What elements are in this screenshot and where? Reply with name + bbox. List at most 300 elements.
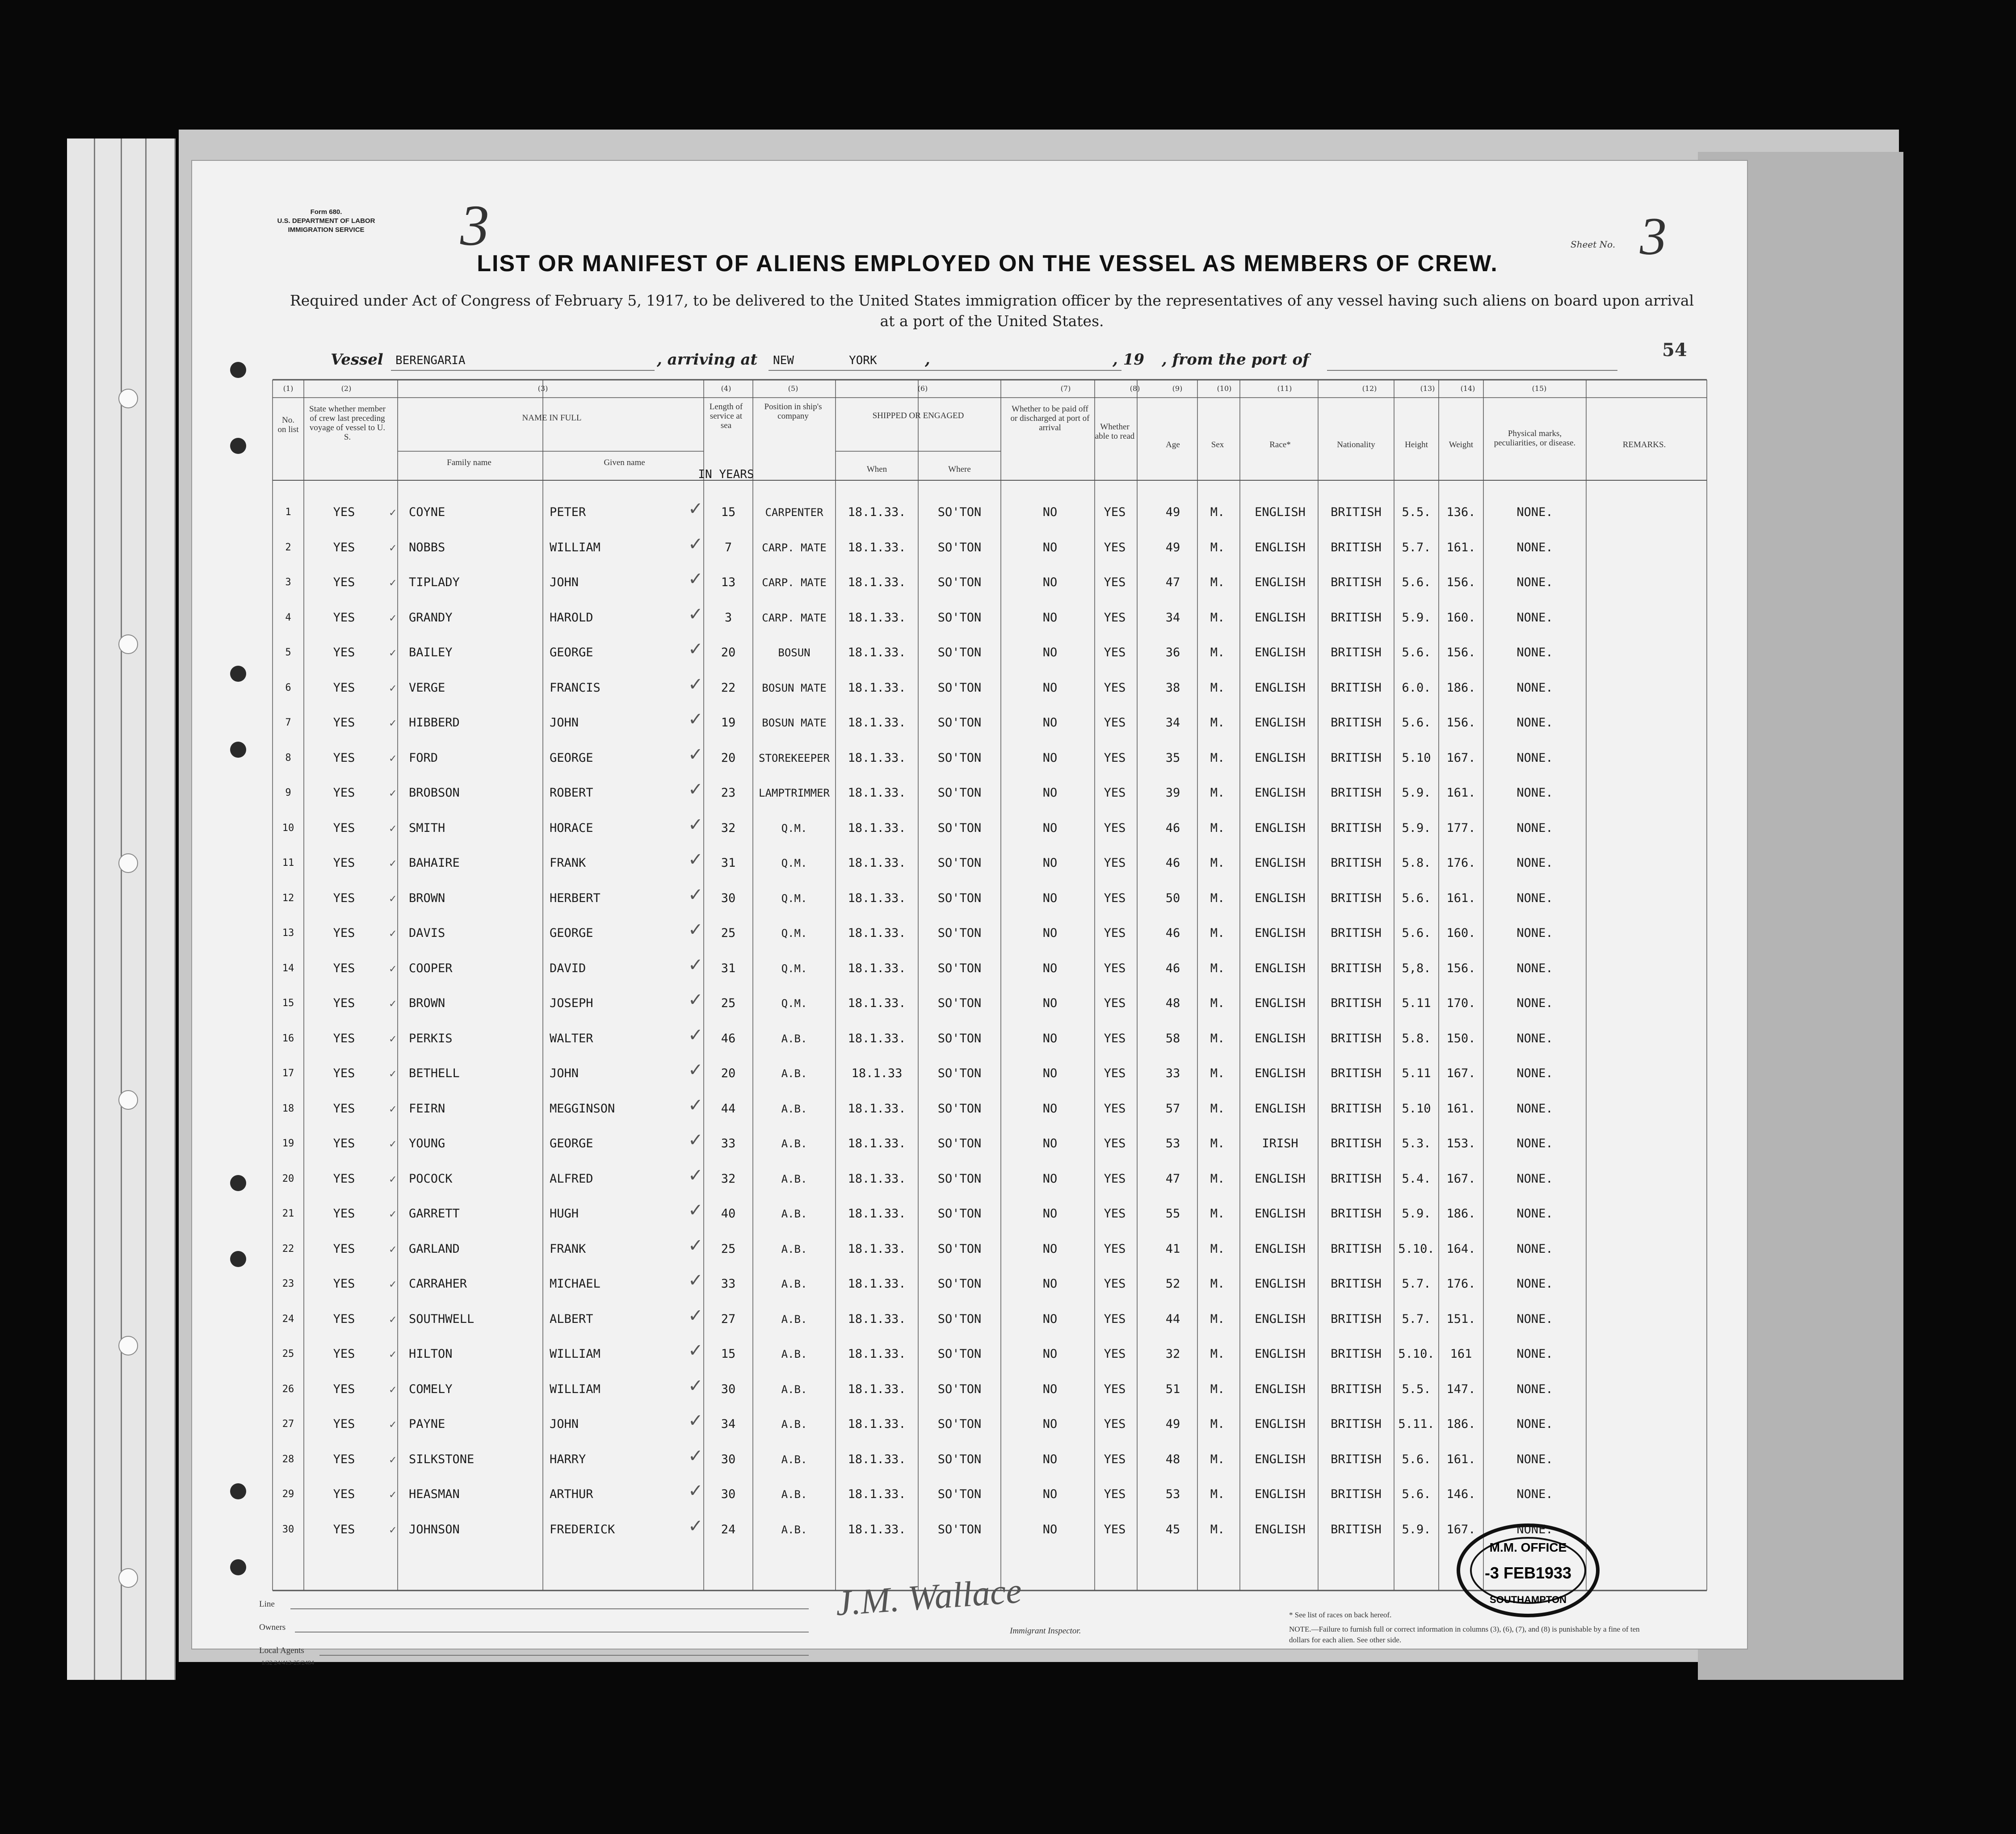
cell-marks: NONE.	[1516, 996, 1553, 1010]
col-num-8: (8)	[1130, 384, 1140, 393]
tick-icon: ✓	[389, 1490, 397, 1501]
office-stamp	[1457, 1523, 1600, 1617]
cell-weight: 146.	[1446, 1487, 1476, 1501]
date-underline	[934, 370, 1121, 371]
cell-weight: 167.	[1446, 1171, 1476, 1186]
cell-no: 29	[282, 1489, 294, 1500]
cell-paid: NO	[1042, 1312, 1058, 1326]
punch-hole	[230, 1175, 246, 1191]
checkmark-icon: ✓	[688, 919, 703, 940]
cell-marks: NONE.	[1516, 680, 1553, 695]
cell-years: 25	[721, 926, 736, 940]
cell-age: 47	[1165, 575, 1180, 589]
cell-given: FRANCIS	[550, 680, 601, 695]
cell-height: 5.6.	[1402, 926, 1431, 940]
cell-marks: NONE.	[1516, 1452, 1553, 1466]
cell-nationality: BRITISH	[1331, 1242, 1382, 1256]
cell-sex: M.	[1210, 716, 1225, 730]
cell-when: 18.1.33.	[848, 1137, 906, 1150]
header-physical-marks: Physical marks, peculiarities, or disease.	[1494, 429, 1576, 448]
cell-weight: 167.	[1446, 1066, 1476, 1080]
cell-family: VERGE	[409, 680, 445, 695]
cell-when: 18.1.33.	[848, 716, 906, 730]
strip-hole	[118, 389, 138, 408]
cell-where: SO'TON	[937, 716, 982, 730]
punch-hole	[230, 1483, 246, 1499]
checkmark-icon: ✓	[688, 1410, 703, 1431]
strip-line	[94, 138, 95, 1680]
cell-family: CARRAHER	[409, 1277, 467, 1291]
cell-paid: NO	[1042, 680, 1058, 695]
cell-position: BOSUN	[778, 646, 811, 659]
cell-race: ENGLISH	[1255, 961, 1306, 975]
cell-position: A.B.	[781, 1067, 807, 1080]
cell-family: GARLAND	[409, 1242, 460, 1256]
cell-given: ALFRED	[550, 1171, 593, 1186]
cell-no: 17	[282, 1068, 294, 1079]
cell-family: COYNE	[409, 505, 445, 519]
cell-nationality: BRITISH	[1331, 1347, 1382, 1361]
cell-age: 48	[1165, 1452, 1180, 1466]
cell-crew: YES	[333, 505, 355, 519]
header-length-of-service: Length of service at sea	[709, 402, 743, 430]
header-in-years: IN YEARS	[698, 468, 754, 481]
cell-when: 18.1.33.	[848, 610, 906, 625]
cell-read: YES	[1104, 1312, 1126, 1326]
cell-no: 18	[282, 1103, 294, 1114]
cell-race: ENGLISH	[1255, 1277, 1306, 1291]
cell-position: LAMPTRIMMER	[759, 787, 830, 799]
cell-family: BETHELL	[409, 1066, 460, 1080]
cell-sex: M.	[1210, 1312, 1225, 1326]
cell-no: 16	[282, 1032, 294, 1044]
cell-position: CARP. MATE	[762, 611, 827, 624]
cell-paid: NO	[1042, 856, 1058, 870]
cell-race: ENGLISH	[1255, 926, 1306, 940]
cell-when: 18.1.33.	[848, 786, 906, 800]
cell-age: 44	[1165, 1312, 1180, 1326]
checkmark-icon: ✓	[688, 639, 703, 659]
cell-given: GEORGE	[550, 751, 593, 765]
cell-given: JOHN	[550, 1066, 579, 1080]
cell-read: YES	[1104, 1101, 1126, 1116]
cell-race: ENGLISH	[1255, 1522, 1306, 1536]
cell-nationality: BRITISH	[1331, 1277, 1382, 1291]
cell-weight: 186.	[1446, 1207, 1476, 1221]
cell-marks: NONE.	[1516, 716, 1553, 730]
cell-read: YES	[1104, 1207, 1126, 1221]
cell-read: YES	[1104, 1417, 1126, 1431]
cell-paid: NO	[1042, 1487, 1058, 1501]
cell-sex: M.	[1210, 1171, 1225, 1186]
cell-given: GEORGE	[550, 646, 593, 659]
tick-icon: ✓	[389, 963, 397, 975]
cell-given: FRANK	[550, 856, 586, 870]
cell-height: 5.5.	[1402, 505, 1431, 519]
header-nationality: Nationality	[1337, 440, 1375, 449]
cell-years: 33	[721, 1277, 736, 1291]
cell-no: 1	[285, 507, 291, 518]
cell-when: 18.1.33.	[848, 1347, 906, 1361]
cell-height: 5.9.	[1402, 610, 1431, 625]
cell-when: 18.1.33.	[848, 1312, 906, 1326]
cell-marks: NONE.	[1516, 1382, 1553, 1396]
cell-marks: NONE.	[1516, 646, 1553, 659]
cell-crew: YES	[333, 856, 355, 870]
cell-weight: 153.	[1446, 1137, 1476, 1150]
cell-sex: M.	[1210, 856, 1225, 870]
cell-where: SO'TON	[937, 961, 982, 975]
cell-no: 7	[285, 717, 291, 728]
cell-years: 15	[721, 505, 736, 519]
cell-no: 23	[282, 1278, 294, 1289]
cell-when: 18.1.33.	[848, 821, 906, 835]
cell-marks: NONE.	[1516, 1171, 1553, 1186]
cell-position: A.B.	[781, 1523, 807, 1536]
cell-sex: M.	[1210, 680, 1225, 695]
cell-position: A.B.	[781, 1032, 807, 1045]
col-num-10: (10)	[1217, 384, 1232, 393]
cell-age: 38	[1165, 680, 1180, 695]
cell-where: SO'TON	[937, 680, 982, 695]
cell-marks: NONE.	[1516, 961, 1553, 975]
cell-family: HILTON	[409, 1347, 453, 1361]
cell-read: YES	[1104, 1382, 1126, 1396]
cell-family: PAYNE	[409, 1417, 445, 1431]
cell-sex: M.	[1210, 575, 1225, 589]
cell-given: JOHN	[550, 1417, 579, 1431]
cell-paid: NO	[1042, 575, 1058, 589]
cell-paid: NO	[1042, 1031, 1058, 1045]
cell-position: Q.M.	[781, 822, 807, 835]
cell-age: 47	[1165, 1171, 1180, 1186]
cell-where: SO'TON	[937, 505, 982, 519]
cell-given: HUGH	[550, 1207, 579, 1221]
tick-icon: ✓	[389, 893, 397, 905]
tick-icon: ✓	[389, 718, 397, 729]
tick-icon: ✓	[389, 788, 397, 799]
checkmark-icon: ✓	[688, 1024, 703, 1045]
cell-height: 5.10.	[1398, 1242, 1435, 1256]
tick-icon: ✓	[389, 823, 397, 835]
cell-position: Q.M.	[781, 962, 807, 975]
cell-age: 32	[1165, 1347, 1180, 1361]
cell-given: ARTHUR	[550, 1487, 593, 1501]
cell-crew: YES	[333, 1171, 355, 1186]
checkmark-icon: ✓	[688, 1165, 703, 1186]
cell-given: PETER	[550, 505, 586, 519]
cell-race: ENGLISH	[1255, 996, 1306, 1010]
col-num-4: (4)	[721, 384, 731, 393]
sheet-number-label: Sheet No.	[1571, 239, 1616, 250]
cell-weight: 150.	[1446, 1031, 1476, 1045]
note-races: * See list of races on back hereof.	[1289, 1611, 1392, 1619]
cell-position: STOREKEEPER	[759, 751, 830, 764]
header-where: Where	[948, 465, 971, 474]
cell-when: 18.1.33.	[848, 751, 906, 765]
cell-age: 58	[1165, 1031, 1180, 1045]
cell-no: 21	[282, 1208, 294, 1219]
cell-read: YES	[1104, 1171, 1126, 1186]
checkmark-icon: ✓	[688, 604, 703, 625]
cell-paid: NO	[1042, 926, 1058, 940]
cell-crew: YES	[333, 1137, 355, 1150]
tick-icon: ✓	[389, 1209, 397, 1220]
binding-strip	[67, 138, 176, 1680]
cell-years: 25	[721, 996, 736, 1010]
cell-years: 24	[721, 1522, 736, 1536]
strip-line	[121, 138, 122, 1680]
cell-crew: YES	[333, 1417, 355, 1431]
cell-read: YES	[1104, 540, 1126, 554]
inspector-signature: J.M. Wallace	[834, 1571, 1023, 1624]
tick-icon: ✓	[389, 648, 397, 659]
cell-position: BOSUN MATE	[762, 681, 827, 694]
header-member-of-crew: State whether member of crew last preceding voyage of vessel to U. S.	[309, 404, 386, 442]
tick-icon: ✓	[389, 1454, 397, 1466]
stamp-date: -3 FEB1933	[1484, 1564, 1572, 1582]
cell-given: HAROLD	[550, 610, 593, 625]
cell-nationality: BRITISH	[1331, 1452, 1382, 1466]
cell-position: A.B.	[781, 1172, 807, 1185]
col-num-12: (12)	[1362, 384, 1377, 393]
cell-nationality: BRITISH	[1331, 1207, 1382, 1221]
cell-nationality: BRITISH	[1331, 575, 1382, 589]
cell-race: ENGLISH	[1255, 1417, 1306, 1431]
vessel-label: Vessel	[331, 351, 383, 369]
cell-age: 46	[1165, 926, 1180, 940]
cell-race: ENGLISH	[1255, 1452, 1306, 1466]
cell-race: ENGLISH	[1255, 1031, 1306, 1045]
cell-given: MICHAEL	[550, 1277, 601, 1291]
cell-marks: NONE.	[1516, 751, 1553, 765]
cell-nationality: BRITISH	[1331, 996, 1382, 1010]
cell-years: 30	[721, 1487, 736, 1501]
cell-no: 2	[285, 541, 291, 553]
checkmark-icon: ✓	[688, 1130, 703, 1150]
cell-family: YOUNG	[409, 1137, 445, 1150]
inspector-label: Immigrant Inspector.	[1010, 1626, 1081, 1636]
cell-nationality: BRITISH	[1331, 1312, 1382, 1326]
cell-read: YES	[1104, 610, 1126, 625]
cell-family: COOPER	[409, 961, 453, 975]
cell-marks: NONE.	[1516, 891, 1553, 905]
checkmark-icon: ✓	[688, 499, 703, 519]
cell-position: A.B.	[781, 1348, 807, 1360]
cell-weight: 160.	[1446, 610, 1476, 625]
cell-age: 49	[1165, 1417, 1180, 1431]
cell-given: WALTER	[550, 1031, 593, 1045]
cell-crew: YES	[333, 996, 355, 1010]
cell-race: ENGLISH	[1255, 1066, 1306, 1080]
cell-crew: YES	[333, 1101, 355, 1116]
cell-no: 9	[285, 787, 291, 798]
cell-weight: 186.	[1446, 1417, 1476, 1431]
cell-where: SO'TON	[937, 1487, 982, 1501]
stamp-bottom-text: SOUTHAMPTON	[1490, 1594, 1567, 1605]
cell-race: ENGLISH	[1255, 716, 1306, 730]
cell-nationality: BRITISH	[1331, 1066, 1382, 1080]
handwritten-mark: 3	[460, 193, 489, 258]
cell-years: 22	[721, 680, 736, 695]
cell-height: 5.6.	[1402, 891, 1431, 905]
cell-sex: M.	[1210, 1031, 1225, 1045]
cell-read: YES	[1104, 856, 1126, 870]
cell-family: POCOCK	[409, 1171, 453, 1186]
cell-paid: NO	[1042, 751, 1058, 765]
print-code: 1/32 24/413-25/2484	[261, 1660, 314, 1666]
cell-crew: YES	[333, 1242, 355, 1256]
cell-sex: M.	[1210, 926, 1225, 940]
header-age: Age	[1166, 440, 1180, 449]
cell-sex: M.	[1210, 1101, 1225, 1116]
cell-read: YES	[1104, 1452, 1126, 1466]
cell-sex: M.	[1210, 1242, 1225, 1256]
cell-no: 20	[282, 1173, 294, 1184]
cell-race: ENGLISH	[1255, 646, 1306, 659]
cell-age: 55	[1165, 1207, 1180, 1221]
cell-paid: NO	[1042, 1101, 1058, 1116]
cell-read: YES	[1104, 821, 1126, 835]
footer-agents-underline	[319, 1655, 809, 1656]
cell-no: 22	[282, 1243, 294, 1255]
checkmark-icon: ✓	[688, 1515, 703, 1536]
manifest-sheet	[192, 161, 1747, 1666]
tick-icon: ✓	[389, 578, 397, 589]
year-label: , 19	[1113, 351, 1144, 369]
cell-when: 18.1.33.	[848, 1207, 906, 1221]
page-number: 54	[1662, 340, 1687, 361]
tick-icon: ✓	[389, 1524, 397, 1536]
cell-weight: 160.	[1446, 926, 1476, 940]
cell-no: 11	[282, 857, 294, 869]
cell-where: SO'TON	[937, 1207, 982, 1221]
checkmark-icon: ✓	[688, 1270, 703, 1291]
cell-paid: NO	[1042, 996, 1058, 1010]
cell-when: 18.1.33.	[848, 1522, 906, 1536]
cell-crew: YES	[333, 1031, 355, 1045]
cell-age: 33	[1165, 1066, 1180, 1080]
cell-where: SO'TON	[937, 1066, 982, 1080]
cell-paid: NO	[1042, 1417, 1058, 1431]
cell-height: 5.6.	[1402, 1452, 1431, 1466]
cell-where: SO'TON	[937, 891, 982, 905]
cell-read: YES	[1104, 926, 1126, 940]
cell-where: SO'TON	[937, 996, 982, 1010]
footer-owners-label: Owners	[259, 1623, 286, 1632]
cell-height: 5.9.	[1402, 1207, 1431, 1221]
cell-where: SO'TON	[937, 1312, 982, 1326]
cell-height: 5.6.	[1402, 1487, 1431, 1501]
cell-crew: YES	[333, 786, 355, 800]
col-num-11: (11)	[1277, 384, 1292, 393]
cell-given: FREDERICK	[550, 1522, 615, 1536]
cell-crew: YES	[333, 1207, 355, 1221]
header-name-in-full: NAME IN FULL	[522, 413, 582, 423]
strip-line	[145, 138, 147, 1680]
cell-age: 50	[1165, 891, 1180, 905]
cell-weight: 177.	[1446, 821, 1476, 835]
cell-family: BROWN	[409, 996, 445, 1010]
cell-nationality: BRITISH	[1331, 1101, 1382, 1116]
cell-paid: NO	[1042, 716, 1058, 730]
cell-paid: NO	[1042, 1242, 1058, 1256]
cell-when: 18.1.33.	[848, 1487, 906, 1501]
cell-height: 5.6.	[1402, 716, 1431, 730]
cell-age: 34	[1165, 716, 1180, 730]
stamp-top-text: M.M. OFFICE	[1489, 1540, 1567, 1554]
cell-age: 52	[1165, 1277, 1180, 1291]
cell-height: 5.8.	[1402, 856, 1431, 870]
checkmark-icon: ✓	[688, 1095, 703, 1116]
cell-height: 5.11	[1402, 996, 1431, 1010]
cell-given: JOHN	[550, 716, 579, 730]
arrival-comma: ,	[925, 351, 930, 369]
cell-weight: 161.	[1446, 1101, 1476, 1116]
cell-height: 5.7.	[1402, 1312, 1431, 1326]
cell-years: 34	[721, 1417, 736, 1431]
tick-icon: ✓	[389, 508, 397, 519]
cell-sex: M.	[1210, 1487, 1225, 1501]
cell-sex: M.	[1210, 1207, 1225, 1221]
cell-weight: 136.	[1446, 505, 1476, 519]
cell-years: 3	[724, 610, 732, 625]
cell-race: ENGLISH	[1255, 680, 1306, 695]
cell-weight: 151.	[1446, 1312, 1476, 1326]
cell-sex: M.	[1210, 821, 1225, 835]
punch-hole	[230, 1251, 246, 1267]
cell-when: 18.1.33.	[848, 1417, 906, 1431]
note-text: NOTE.—Failure to furnish full or correct information in columns (3), (6), (7), and (8) is punishable by a fine of ten dollars for each alien. See other side.	[1289, 1625, 1640, 1644]
cell-age: 51	[1165, 1382, 1180, 1396]
cell-family: BROWN	[409, 891, 445, 905]
cell-years: 20	[721, 646, 736, 659]
cell-no: 15	[282, 998, 294, 1009]
col-num-14: (14)	[1460, 384, 1475, 393]
col-num-3: (3)	[538, 384, 548, 393]
cell-height: 5,8.	[1402, 961, 1431, 975]
cell-nationality: BRITISH	[1331, 961, 1382, 975]
col-num-2: (2)	[341, 384, 352, 393]
cell-where: SO'TON	[937, 926, 982, 940]
cell-family: FEIRN	[409, 1101, 445, 1116]
cell-paid: NO	[1042, 961, 1058, 975]
cell-no: 26	[282, 1383, 294, 1395]
punch-hole	[230, 438, 246, 454]
cell-read: YES	[1104, 1347, 1126, 1361]
form-header	[259, 208, 393, 235]
cell-family: BROBSON	[409, 786, 460, 800]
checkmark-icon: ✓	[688, 1305, 703, 1326]
cell-sex: M.	[1210, 646, 1225, 659]
cell-where: SO'TON	[937, 1522, 982, 1536]
cell-race: ENGLISH	[1255, 1242, 1306, 1256]
cell-family: SMITH	[409, 821, 445, 835]
cell-height: 5.4.	[1402, 1171, 1431, 1186]
page-subtitle: Required under Act of Congress of February 5, 1917, to be delivered to the United States immigration officer by the representatives of any vessel having such aliens on board upon arrival at a port of the United States.	[290, 292, 1694, 330]
cell-position: A.B.	[781, 1102, 807, 1115]
cell-position: CARP. MATE	[762, 576, 827, 589]
cell-marks: NONE.	[1516, 1312, 1553, 1326]
header-when: When	[866, 465, 887, 474]
cell-position: A.B.	[781, 1418, 807, 1431]
cell-when: 18.1.33.	[848, 856, 906, 870]
cell-crew: YES	[333, 1277, 355, 1291]
cell-sex: M.	[1210, 1417, 1225, 1431]
cell-age: 41	[1165, 1242, 1180, 1256]
cell-read: YES	[1104, 1031, 1126, 1045]
cell-years: 30	[721, 1452, 736, 1466]
